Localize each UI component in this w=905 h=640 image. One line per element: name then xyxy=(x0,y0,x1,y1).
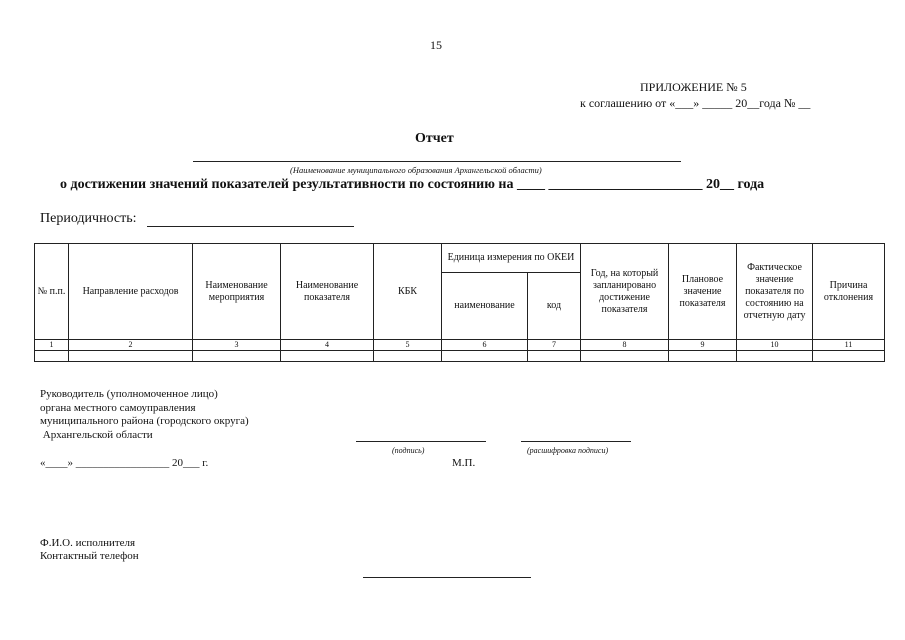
column-number: 5 xyxy=(374,340,442,351)
header-planned: Плановое значение показателя xyxy=(669,244,737,340)
stamp-place: М.П. xyxy=(452,457,476,469)
column-number: 7 xyxy=(528,340,581,351)
column-number: 9 xyxy=(669,340,737,351)
report-table xyxy=(34,243,885,362)
signatory-line: муниципального района (городского округа) xyxy=(40,415,249,427)
empty-cell xyxy=(442,350,528,361)
empty-cell xyxy=(669,350,737,361)
column-number: 2 xyxy=(69,340,193,351)
empty-cell xyxy=(193,350,281,361)
header-unit-code: код xyxy=(528,273,581,340)
header-kbk: КБК xyxy=(374,244,442,340)
signatory-line: органа местного самоуправления xyxy=(40,401,196,414)
header-unit-name: наименование xyxy=(442,273,528,340)
header-reason: Причина отклонения xyxy=(813,244,885,340)
signatory-line: Руководитель (уполномоченное лицо) xyxy=(40,388,218,400)
page-number: 15 xyxy=(430,38,442,52)
signature-line xyxy=(356,441,486,442)
periodicity-fill-line xyxy=(147,226,354,227)
column-number: 8 xyxy=(581,340,669,351)
empty-cell xyxy=(737,350,813,361)
empty-cell xyxy=(581,350,669,361)
municipality-caption: (Наименование муниципального образования Архангельской области) xyxy=(290,165,542,175)
header-event: Наименование мероприятия xyxy=(193,244,281,340)
empty-cell xyxy=(69,350,193,361)
signature-caption: (подпись) xyxy=(392,446,425,455)
signatory-block xyxy=(40,388,249,442)
report-title: Отчет xyxy=(415,131,454,146)
header-direction: Направление расходов xyxy=(69,244,193,340)
header-year: Год, на который запланировано достижение показателя xyxy=(581,244,669,340)
column-number: 11 xyxy=(813,340,885,351)
executor-fill-line xyxy=(363,577,531,578)
agreement-reference: к соглашению от «___» _____ 20__года № __ xyxy=(580,96,811,110)
header-indicator: Наименование показателя xyxy=(281,244,374,340)
periodicity-label: Периодичность: xyxy=(40,211,137,226)
executor-phone-label: Контактный телефон xyxy=(40,550,139,562)
header-unit-group: Единица измерения по ОКЕИ xyxy=(442,244,581,273)
date-line: «____» _________________ 20___ г. xyxy=(40,457,209,469)
report-subtitle: о достижении значений показателей результативности по состоянию на ____ ______________________ 20__ года xyxy=(60,177,765,192)
empty-cell xyxy=(281,350,374,361)
municipality-fill-line xyxy=(193,161,681,162)
column-number: 4 xyxy=(281,340,374,351)
empty-cell xyxy=(528,350,581,361)
column-number: 6 xyxy=(442,340,528,351)
column-number: 1 xyxy=(35,340,69,351)
signature-decode-line xyxy=(521,441,631,442)
table-row xyxy=(35,350,885,361)
empty-cell xyxy=(813,350,885,361)
column-number: 10 xyxy=(737,340,813,351)
empty-cell xyxy=(35,350,69,361)
signatory-line: Архангельской области xyxy=(40,428,153,441)
decode-caption: (расшифровка подписи) xyxy=(527,446,609,455)
empty-cell xyxy=(374,350,442,361)
appendix-title: ПРИЛОЖЕНИЕ № 5 xyxy=(640,80,747,94)
header-num: № п.п. xyxy=(35,244,69,340)
header-actual: Фактическое значение показателя по состоянию на отчетную дату xyxy=(737,244,813,340)
executor-fio-label: Ф.И.О. исполнителя xyxy=(40,537,136,549)
column-number: 3 xyxy=(193,340,281,351)
